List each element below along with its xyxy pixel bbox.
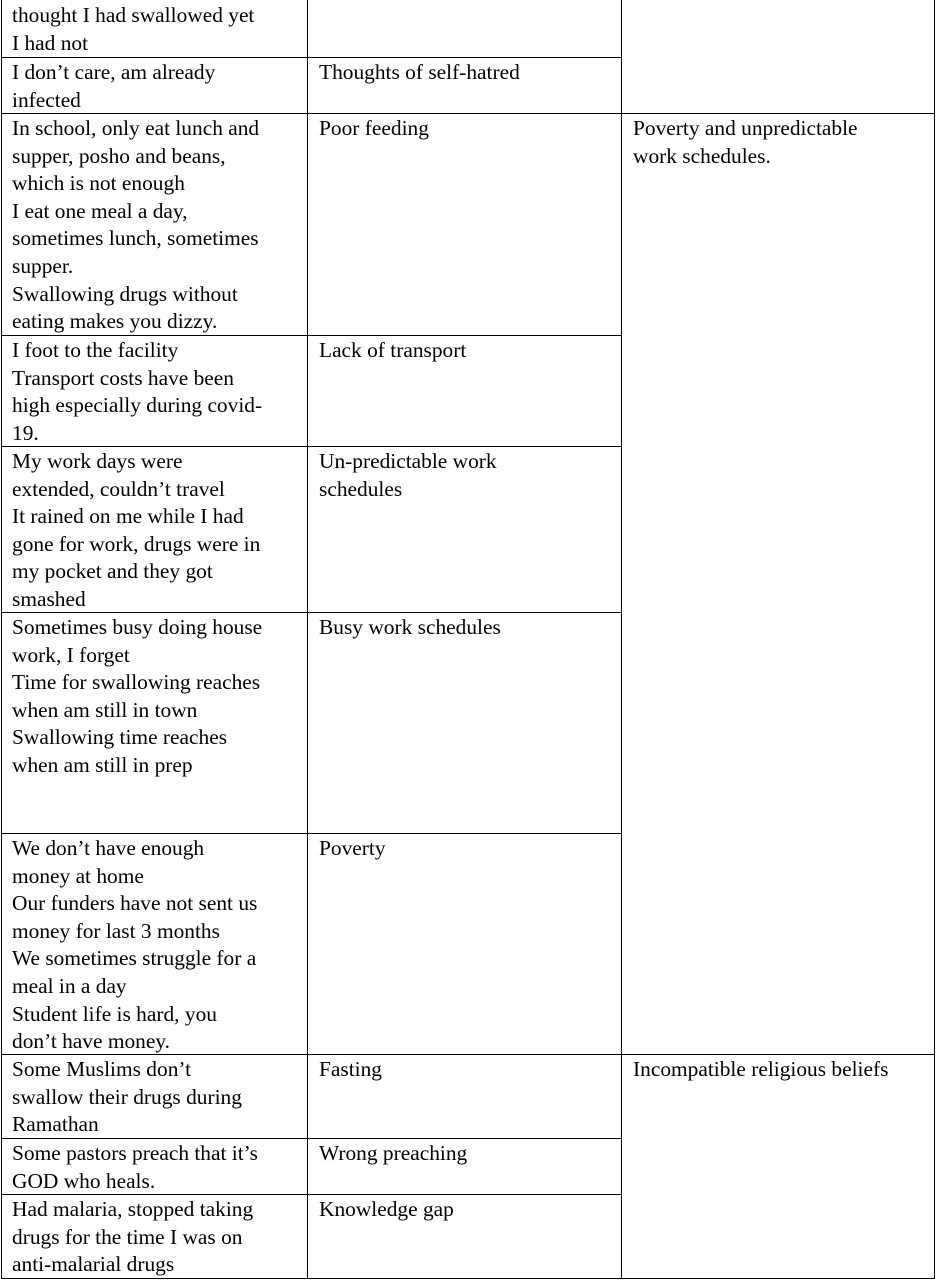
table-cell-quote: Had malaria, stopped taking drugs for the time I was on anti-malarial drugs [12, 1197, 254, 1277]
table-cell-quote: thought I had swallowed yet I had not [12, 3, 255, 55]
table-cell-subtheme: Wrong preaching [319, 1141, 468, 1165]
table-cell-quote: Some pastors preach that it’s GOD who heals. [12, 1141, 258, 1193]
table-cell-quote: I foot to the facility Transport costs have been high especially during covid- 19. [12, 338, 263, 445]
table-cell-subtheme [307, 0, 621, 57]
table-cell-subtheme: Poverty [319, 836, 386, 860]
table-border [621, 0, 622, 1279]
table-cell-quote: My work days were extended, couldn’t travel It rained on me while I had gone for work, drugs were in my pocket and they got smashed [12, 449, 261, 611]
table-cell-subtheme: Lack of transport [319, 338, 467, 362]
table-cell-subtheme: Busy work schedules [319, 615, 501, 639]
table-border [1, 0, 2, 1279]
table-cell-quote: In school, only eat lunch and supper, posho and beans, which is not enough I eat one meal a day, sometimes lunch, sometimes supper. Swallowing drugs without eating makes you dizzy. [12, 116, 260, 334]
table-cell-quote: I don’t care, am already infected [12, 60, 216, 112]
table-border [1, 1194, 621, 1195]
table-border [1, 1138, 621, 1139]
table-cell-subtheme: Poor feeding [319, 116, 429, 140]
table-cell-theme: Poverty and unpredictable work schedules. [633, 116, 858, 168]
table-border [1, 1054, 935, 1055]
table-cell-quote: Sometimes busy doing house work, I forget Time for swallowing reaches when am still in town Swallowing time reaches when am still in prep [12, 615, 263, 777]
table-border [307, 0, 308, 1279]
table-border [1, 833, 621, 834]
table-cell-theme: Incompatible religious beliefs [633, 1057, 889, 1081]
table-cell-quote: We don’t have enough money at home Our funders have not sent us money for last 3 months We sometimes struggle for a meal in a day Student life is hard, you don’t have money. [12, 836, 258, 1054]
table-cell-quote: Some Muslims don’t swallow their drugs during Ramathan [12, 1057, 242, 1137]
table-cell-subtheme: Fasting [319, 1057, 382, 1081]
table-border [1, 1278, 935, 1279]
table-cell-subtheme: Thoughts of self-hatred [319, 60, 520, 84]
table-border [1, 57, 621, 58]
table-cell-subtheme: Knowledge gap [319, 1197, 454, 1221]
table-border [1, 612, 621, 613]
table-border [1, 335, 621, 336]
table-border [934, 0, 935, 1279]
table-cell-theme [621, 0, 936, 113]
table-border [1, 446, 621, 447]
table-cell-subtheme: Un-predictable work schedules [319, 449, 497, 501]
table-border [1, 113, 935, 114]
